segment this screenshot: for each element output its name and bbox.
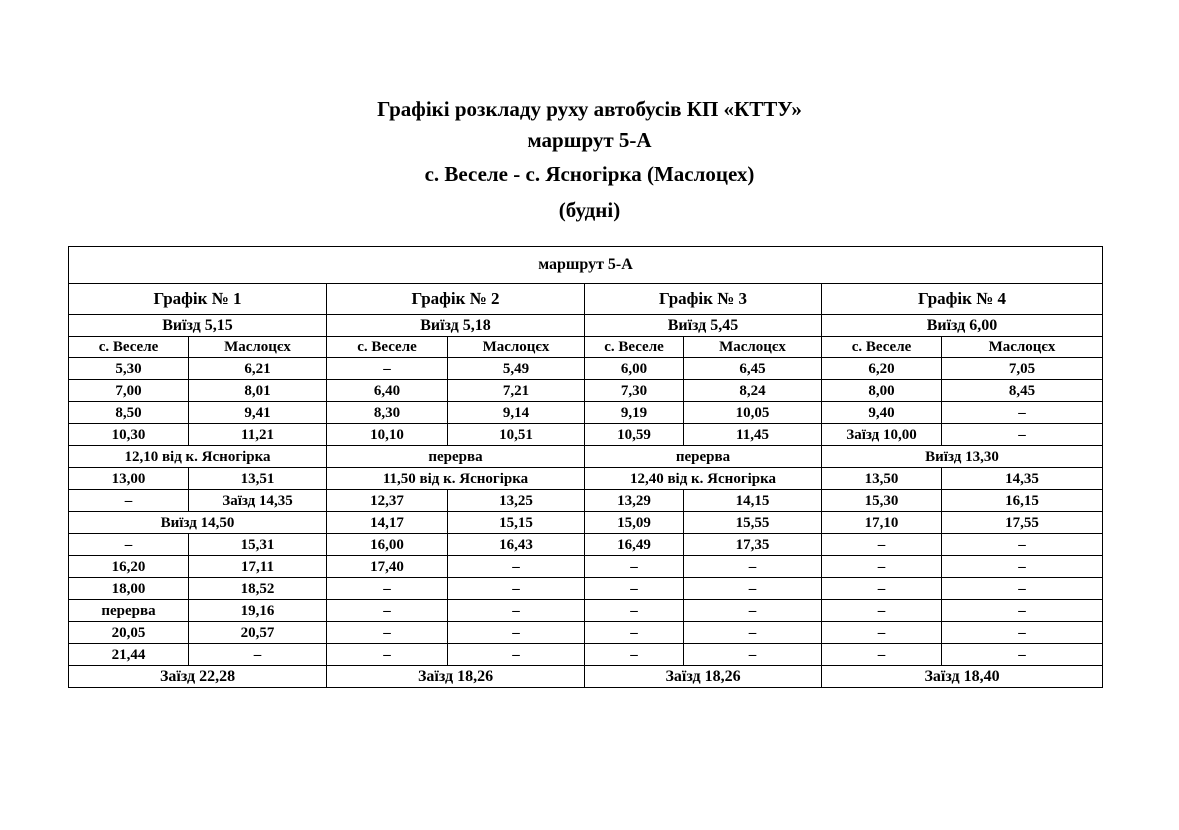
table-cell: 18,00 [69,578,189,600]
table-cell: – [942,402,1103,424]
table-row [69,600,1103,622]
route-header-cell: маршрут 5-А [69,247,1103,284]
table-row [69,556,1103,578]
route-number-heading: маршрут 5-А [527,128,652,152]
schedule-header-4: Графік № 4 [822,284,1103,315]
table-cell: – [942,644,1103,666]
table-cell: 13,51 [189,468,327,490]
table-cell: 8,00 [822,380,942,402]
table-cell: Заїзд 10,00 [822,424,942,446]
table-cell: 10,10 [327,424,448,446]
table-cell: перерва [327,446,585,468]
table-cell: 6,45 [684,358,822,380]
table-cell: 15,31 [189,534,327,556]
table-cell: – [327,600,448,622]
table-cell: 5,30 [69,358,189,380]
table-cell: перерва [69,600,189,622]
table-cell: 10,51 [448,424,585,446]
table-cell: 6,20 [822,358,942,380]
table-cell: 5,49 [448,358,585,380]
table-cell: 7,30 [585,380,684,402]
table-row [69,622,1103,644]
route-endpoints-heading: с. Веселе - с. Ясногірка (Маслоцех) [424,162,755,186]
table-cell: 6,40 [327,380,448,402]
table-cell: 11,45 [684,424,822,446]
table-cell: – [448,600,585,622]
table-cell: – [69,534,189,556]
return-row [69,666,1103,688]
table-cell: 16,20 [69,556,189,578]
table-cell: 17,10 [822,512,942,534]
table-cell: – [327,578,448,600]
table-cell: 20,57 [189,622,327,644]
table-cell: – [585,556,684,578]
table-cell: – [822,644,942,666]
table-cell: 7,21 [448,380,585,402]
table-row [69,358,1103,380]
table-cell: 16,43 [448,534,585,556]
table-cell: 15,30 [822,490,942,512]
table-cell: 20,05 [69,622,189,644]
col-header-to: Маслоцєх [684,337,822,358]
table-cell: 16,49 [585,534,684,556]
table-cell: – [942,578,1103,600]
table-cell: – [327,622,448,644]
table-cell: 11,50 від к. Ясногірка [327,468,585,490]
table-cell: – [942,622,1103,644]
return-time-4: Заїзд 18,40 [822,666,1103,688]
table-cell: – [448,622,585,644]
table-cell: 13,29 [585,490,684,512]
table-cell: – [684,600,822,622]
table-cell: 13,50 [822,468,942,490]
table-cell: 9,14 [448,402,585,424]
table-cell: 17,11 [189,556,327,578]
table-cell: 6,00 [585,358,684,380]
table-cell: – [189,644,327,666]
day-type-heading: (будні) [558,198,621,222]
table-cell: – [822,556,942,578]
table-cell: – [684,644,822,666]
table-cell: – [942,556,1103,578]
table-cell: 14,15 [684,490,822,512]
schedule-header-3: Графік № 3 [585,284,822,315]
table-cell: 16,15 [942,490,1103,512]
table-cell: 15,55 [684,512,822,534]
table-cell: – [942,534,1103,556]
col-header-from: с. Веселе [585,337,684,358]
table-row [69,512,1103,534]
table-cell: – [448,578,585,600]
table-cell: 7,00 [69,380,189,402]
table-row [69,644,1103,666]
table-cell: 9,41 [189,402,327,424]
table-cell: – [585,578,684,600]
col-header-from: с. Веселе [327,337,448,358]
schedule-header-1: Графік № 1 [69,284,327,315]
table-cell: – [448,556,585,578]
table-cell: 16,00 [327,534,448,556]
table-row [69,468,1103,490]
table-cell: перерва [585,446,822,468]
table-cell: – [822,578,942,600]
table-row [69,446,1103,468]
col-header-from: с. Веселе [69,337,189,358]
table-cell: 14,17 [327,512,448,534]
table-cell: Виїзд 14,50 [69,512,327,534]
exit-time-2: Виїзд 5,18 [327,315,585,337]
table-row [69,402,1103,424]
return-time-2: Заїзд 18,26 [327,666,585,688]
table-cell: 13,25 [448,490,585,512]
return-time-3: Заїзд 18,26 [585,666,822,688]
table-cell: 8,45 [942,380,1103,402]
table-cell: – [585,622,684,644]
table-cell: – [684,556,822,578]
table-cell: – [822,600,942,622]
table-cell: 11,21 [189,424,327,446]
table-cell: – [585,600,684,622]
page-title: Графікі розкладу руху автобусів КП «КТТУ» [377,97,802,121]
table-cell: 8,24 [684,380,822,402]
table-cell: 13,00 [69,468,189,490]
exit-time-3: Виїзд 5,45 [585,315,822,337]
exit-time-1: Виїзд 5,15 [69,315,327,337]
table-cell: – [585,644,684,666]
table-cell: 12,10 від к. Ясногірка [69,446,327,468]
table-cell: – [69,490,189,512]
table-cell: – [942,600,1103,622]
table-cell: Виїзд 13,30 [822,446,1103,468]
table-row [69,490,1103,512]
table-row [69,578,1103,600]
table-cell: – [327,358,448,380]
table-cell: 17,40 [327,556,448,578]
table-cell: 15,09 [585,512,684,534]
table-cell: 10,30 [69,424,189,446]
table-cell: 8,01 [189,380,327,402]
table-cell: 12,37 [327,490,448,512]
table-row [69,380,1103,402]
col-header-to: Маслоцєх [942,337,1103,358]
table-cell: – [684,578,822,600]
table-cell: – [942,424,1103,446]
table-cell: 12,40 від к. Ясногірка [585,468,822,490]
table-cell: – [448,644,585,666]
schedule-table [68,246,1103,688]
col-header-to: Маслоцєх [448,337,585,358]
return-time-1: Заїзд 22,28 [69,666,327,688]
table-cell: 8,30 [327,402,448,424]
table-cell: – [822,622,942,644]
table-cell: 10,59 [585,424,684,446]
table-row [69,534,1103,556]
table-cell: 7,05 [942,358,1103,380]
table-cell: 8,50 [69,402,189,424]
col-header-to: Маслоцєх [189,337,327,358]
table-cell: – [327,644,448,666]
table-cell: – [822,534,942,556]
schedule-header-2: Графік № 2 [327,284,585,315]
table-cell: 18,52 [189,578,327,600]
col-header-from: с. Веселе [822,337,942,358]
table-cell: Заїзд 14,35 [189,490,327,512]
table-cell: 14,35 [942,468,1103,490]
table-cell: 17,35 [684,534,822,556]
table-cell: – [684,622,822,644]
table-cell: 17,55 [942,512,1103,534]
table-cell: 6,21 [189,358,327,380]
table-cell: 19,16 [189,600,327,622]
table-cell: 21,44 [69,644,189,666]
table-cell: 9,19 [585,402,684,424]
exit-time-4: Виїзд 6,00 [822,315,1103,337]
table-cell: 10,05 [684,402,822,424]
table-row [69,424,1103,446]
table-cell: 9,40 [822,402,942,424]
table-cell: 15,15 [448,512,585,534]
